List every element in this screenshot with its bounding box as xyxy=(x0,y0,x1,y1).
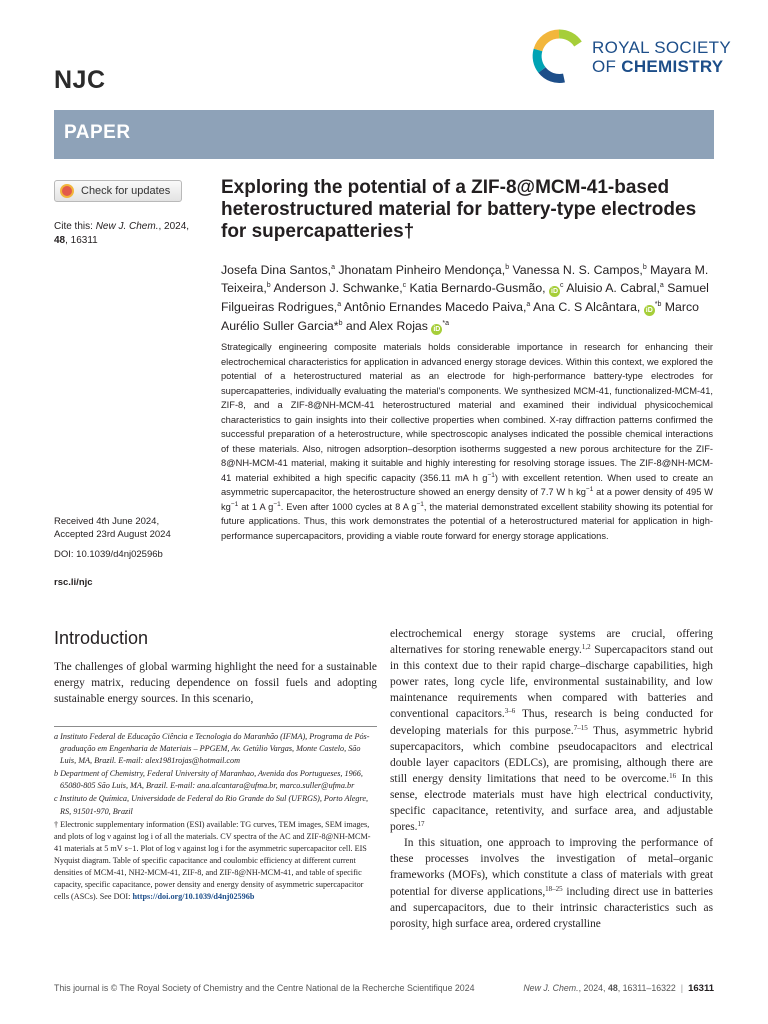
received-date: Received 4th June 2024, xyxy=(54,516,160,527)
journal-name: NJC xyxy=(54,66,106,94)
article-dates xyxy=(54,515,204,541)
author-affiliation-mark: *b xyxy=(654,301,662,309)
author-affiliation-mark: b xyxy=(266,282,271,290)
author-affiliation-mark: a xyxy=(331,264,335,271)
author-affiliation-mark: c xyxy=(560,282,564,290)
crossmark-icon xyxy=(60,184,74,198)
orcid-icon[interactable]: iD xyxy=(433,326,441,334)
author-name: Samuel Filgueiras Rodrigues, xyxy=(221,281,709,315)
author-name: Vanessa N. S. Campos, xyxy=(509,263,643,277)
accepted-date: Accepted 23rd August 2024 xyxy=(54,529,171,540)
author-affiliation-mark: a xyxy=(659,282,664,290)
author-affiliation-mark: a xyxy=(526,301,531,309)
page-footer xyxy=(54,981,714,995)
author-name: Jhonatam Pinheiro Mendonça, xyxy=(334,263,506,277)
citation-block: Cite this: New J. Chem., 2024, 48, 16311 xyxy=(54,221,190,246)
orcid-icon[interactable]: iD xyxy=(551,288,558,296)
section-banner xyxy=(54,110,714,159)
esi-doi-link[interactable]: https://doi.org/10.1039/d4nj02596b xyxy=(132,892,255,902)
intro-paragraph-left: The challenges of global warming highlight the need for a sustainable energy matrix, reducing dependence on fossil fuels and adopting sustainable energy sources. In this scenario, xyxy=(54,661,377,706)
author-name: Aluisio A. Cabral, xyxy=(563,281,660,296)
footer-citation: New J. Chem., 2024, 48, 16311–16322 | 16311 xyxy=(523,983,714,994)
intro-paragraph-2: In this situation, one approach to improving the performance of these processes involves the investigation of metal–organic frameworks (MOFs), which constitute a class of materials with great potential for diverse applications,$^{18-25}$ including direct use in batteries and supercapacitors, due to their intrinsic characteristics such as porosity, high surface area, ordered crystalline xyxy=(390,837,713,930)
page-number: 16311 xyxy=(688,983,714,994)
publisher-logo[interactable] xyxy=(530,28,731,84)
author-affiliation-mark: b xyxy=(505,264,510,271)
section-label: PAPER xyxy=(64,122,131,143)
article-title: Exploring the potential of a ZIF-8@MCM-41-based heterostructured material for battery-type electrodes for supercapatteries† xyxy=(221,177,697,242)
journal-link[interactable]: rsc.li/njc xyxy=(54,577,93,588)
footnotes xyxy=(54,731,377,904)
intro-column-right xyxy=(390,626,713,932)
affiliation-c: c Instituto de Química, Universidade de Federal do Rio Grande do Sul (UFRGS), Porto Alegre, RS, 91501-970, Brazil xyxy=(54,794,369,816)
check-updates-label: Check for updates xyxy=(81,185,171,197)
author-affiliation-mark: b xyxy=(338,320,343,328)
publisher-name-line1: ROYAL SOCIETY xyxy=(592,38,731,57)
intro-paragraph-1: electrochemical energy storage systems are crucial, offering alternatives for storing renewable energy.$^{1,2}$ Supercapacitors stand out in this context due to their rapid charge–discharge capabilities, high power rates, long cycle life, environmental sustainability, and low maintenance requirements when compared with batteries and conventional capacitors.$^{3-6}$ Thus, research is being conducted for developing materials for this purpose.$^{7-15}$ Thus, asymmetric hybrid supercapacitors, which combine pseudocapacitors and electrical double layer capacitors (EDLCs), are promising, although there are still energy density limitations that need to be overcome.$^{16}$ In this sense, electrode materials must have high electrical conductivity, specific capacitance, retentivity, and surface area, and adjustable pores.$^{17}$ xyxy=(390,628,713,834)
section-heading-introduction: Introduction xyxy=(54,628,149,648)
abstract: Strategically engineering composite materials holds considerable importance in research for enhancing their electrochemical characteristics for application in advanced energy storage devices. Within this context, we explored the potential of a heterostructured material as an electrode for high-performance battery-type electrodes for supercapatteries, individually evaluating the material's components. We synthesized MCM-41, functionalized-MCM-41, ZIF-8, and a ZIF-8@NH-MCM-41 heterostructured material and examined their individual physicochemical characteristics to gain insights into their collective properties when combined. X-ray diffraction patterns confirmed the successful preparation of a heterostructure, while spectroscopic analyses indicated the possible chemical interactions of these materials. Also, nitrogen adsorption–desorption isotherms suggested a new porous architecture for the ZIF-8@NH-MCM-41 material, making it suitable and highly interesting for resolving storage issues. The ZIF-8@NH-MCM-41 material exhibited a high specific capacity (356.11 mA h $g^{-1}$) with excellent retention. When used to create an asymmetric supercapacitor, the heterostructure showed an energy density of 7.7 W h $kg^{-1}$ at a power density of 495 W $kg^{-1}$ at 1 A $g^{-1}$. Even after 1000 cycles at 8 A $g^{-1}$, the material demonstrated excellent stability showing its potential for future applications. Thus, this work demonstrates the potential of a heterostructured material for application in high-performance supercapacitors, providing a viable route forward for energy storage applications. xyxy=(221,342,713,541)
author-name: Marco Aurélio Suller Garcia* xyxy=(221,300,699,334)
author-name: Antônio Ernandes Macedo Paiva, xyxy=(341,300,527,315)
author-affiliation-mark: *a xyxy=(442,320,449,328)
affiliation-a: a Instituto Federal de Educação Ciência e Tecnologia do Maranhão (IFMA), Programa de Pós-graduação em Engenharia de Materiais – PPGEM, Av. Getúlio Vargas, Monte Castelo, São Luis, MA, Brazil. E-mail: alex1981rojas@hotmail.com xyxy=(54,732,370,766)
author-affiliation-mark: c xyxy=(402,282,407,290)
author-name: Josefa Dina Santos, xyxy=(221,263,332,277)
author-name: Anderson J. Schwanke, xyxy=(270,281,403,296)
author-name: Katia Bernardo-Gusmão, xyxy=(406,281,546,296)
author-affiliation-mark: b xyxy=(642,264,647,271)
publisher-name-line2: OF CHEMISTRY xyxy=(592,57,724,76)
footer-copyright: This journal is © The Royal Society of Chemistry and the Centre National de la Recherche Scientifique 2024 xyxy=(54,983,475,993)
footnote-divider xyxy=(54,726,377,727)
doi[interactable]: DOI: 10.1039/d4nj02596b xyxy=(54,549,163,560)
author-name: Ana C. S Alcântara, xyxy=(530,300,641,315)
check-for-updates-button[interactable] xyxy=(54,180,182,202)
rsc-logo-icon xyxy=(530,28,588,84)
author-affiliation-mark: a xyxy=(337,301,342,309)
esi-note: † Electronic supplementary information (ESI) available: TG curves, TEM images, SEM images, and plots of log ν against log i of all the materials. CV spectra of the AC and ZIF-8@NH-MCM-41 materials at 5 mV s−1. Plot of log ν against log i for the asymmetric supercapacitor cell. EIS Nyquist diagram. Table of specific capacitance and coulombic efficiency at different current densities of MCM-41, NH2-MCM-41, ZIF-8, and ZIF-8@NH-MCM-41, and table of specific capacity, specific capacitance, power density and energy density of asymmetric supercapacitor cells (ASCs). See DOI: https://doi.org/10.1039/d4nj02596b xyxy=(54,819,371,902)
author-name: and Alex Rojas xyxy=(342,319,428,334)
orcid-icon[interactable]: iD xyxy=(645,307,653,315)
author-list xyxy=(221,260,721,335)
affiliation-b: b Department of Chemistry, Federal University of Maranhao, Avenida dos Portugueses, 1966, 65080-805 São Luis, MA, Brazil. E-mail: ana.alcantara@ufma.br, marco.suller@ufma.br xyxy=(54,769,363,791)
author-name: Mayara M. Teixeira, xyxy=(221,263,709,296)
